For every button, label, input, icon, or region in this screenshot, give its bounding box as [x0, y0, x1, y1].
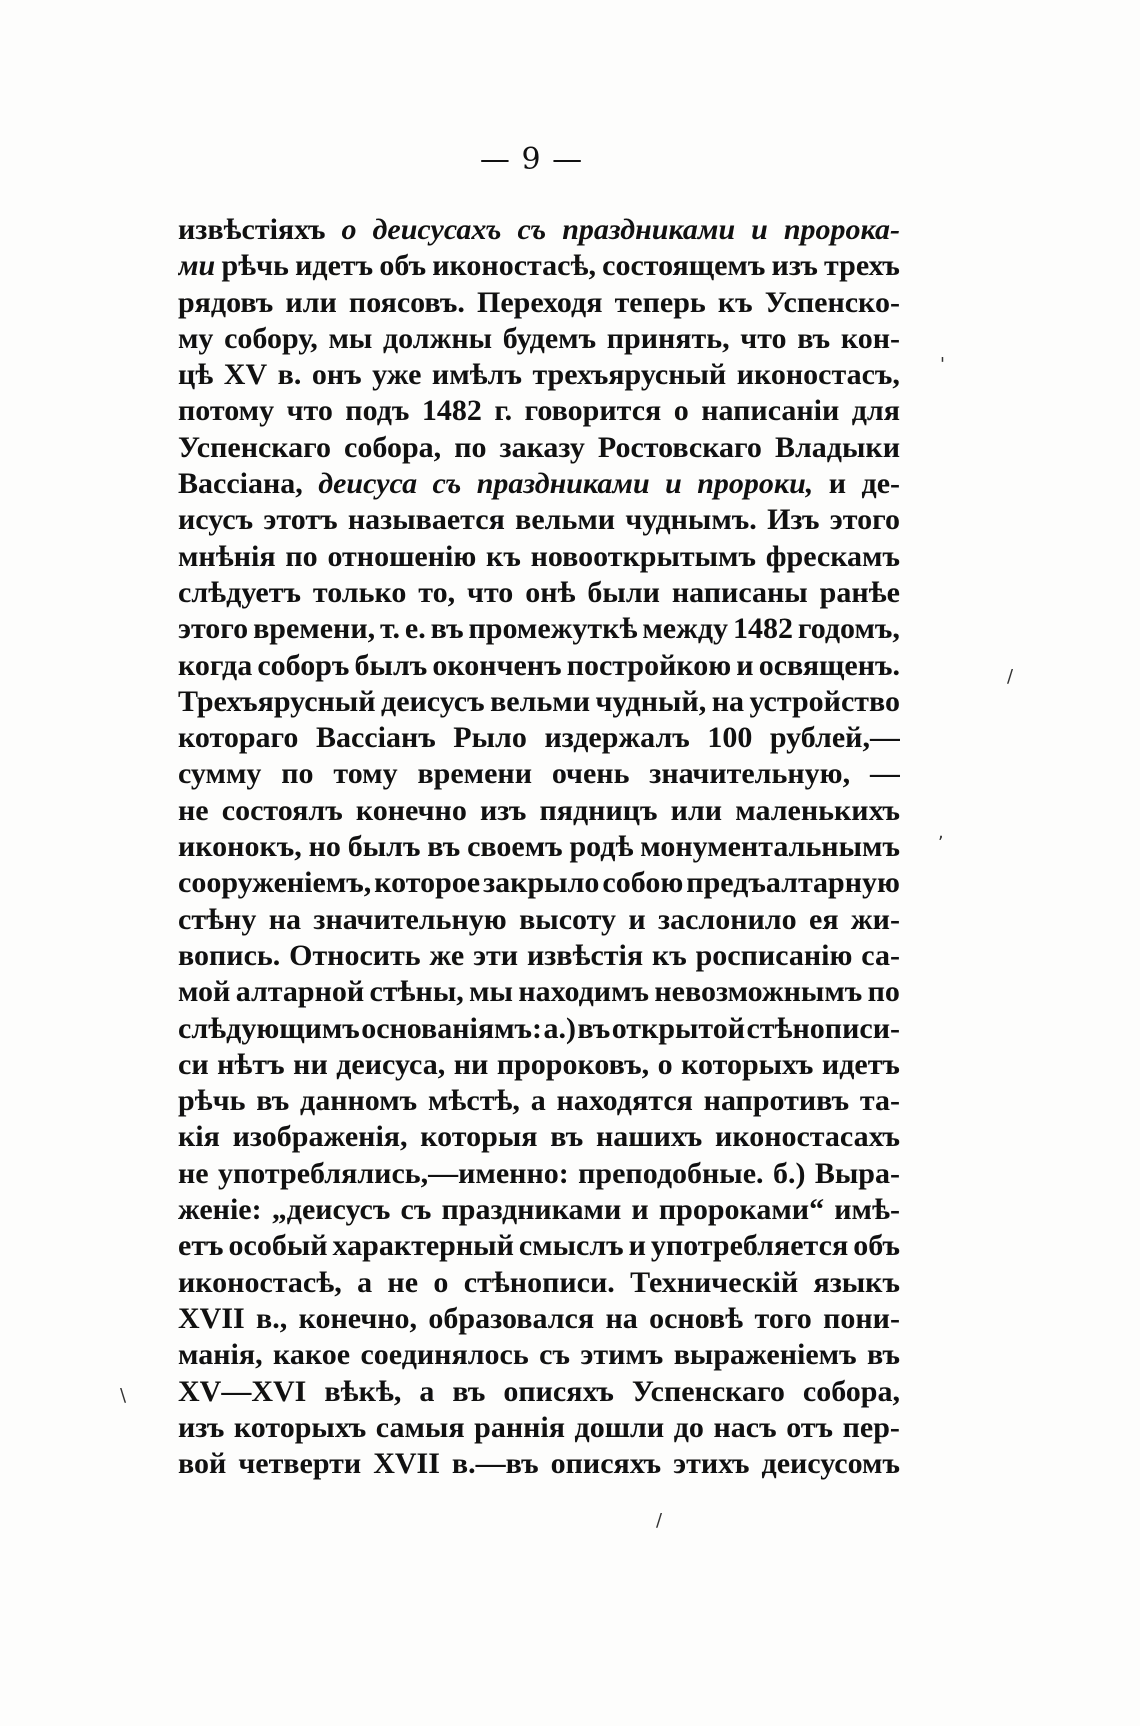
text-line — [178, 466, 900, 502]
word: маленькихъ — [735, 793, 900, 827]
word: и — [751, 213, 768, 246]
word: деисусахъ — [372, 213, 502, 246]
word: въ — [256, 1084, 290, 1118]
word: когда — [178, 648, 253, 682]
text-line — [178, 321, 900, 357]
word: очень — [551, 757, 630, 791]
word: характерный — [332, 1229, 514, 1263]
margin-mark: ' — [940, 354, 945, 375]
word: рядовъ — [178, 285, 274, 319]
word: значительную, — [649, 757, 851, 791]
word: состоящемъ — [602, 249, 766, 283]
word: нѣтъ — [217, 1047, 285, 1081]
word: раннія — [474, 1410, 565, 1444]
word: постройкою — [566, 648, 732, 682]
word: ея — [809, 902, 839, 936]
word: б.) — [772, 1156, 806, 1190]
word: — — [869, 757, 900, 791]
word: которое — [374, 866, 481, 900]
word: Вассіанъ — [315, 721, 436, 755]
word: онѣ — [525, 575, 576, 609]
word: слѣдуетъ — [178, 575, 301, 609]
text-line — [178, 1119, 900, 1155]
word: XV—XVI — [178, 1374, 307, 1408]
word: написаніи — [701, 394, 840, 428]
word: уже — [372, 358, 422, 392]
word: принять, — [606, 321, 730, 355]
text-line — [178, 1228, 900, 1264]
word: что — [467, 575, 514, 609]
word: трехъ — [824, 249, 900, 283]
word: что — [740, 321, 787, 355]
word: изъ — [178, 1410, 225, 1444]
word: самыя — [375, 1410, 465, 1444]
word: языкъ — [813, 1265, 900, 1299]
word: къ — [651, 938, 687, 972]
body-text — [178, 212, 900, 1482]
word: г. — [494, 394, 513, 428]
word: изъ — [771, 249, 818, 283]
word: новооткрытымъ — [530, 539, 756, 573]
word: по — [281, 757, 314, 791]
word: вельми — [490, 684, 591, 718]
text-line — [178, 1047, 900, 1083]
word: въ — [866, 1338, 900, 1372]
word: для — [851, 394, 900, 428]
word: чудный, — [595, 684, 707, 718]
word: конечно, — [298, 1301, 418, 1335]
word: сумму — [178, 757, 262, 791]
text-line — [178, 684, 900, 720]
word: данномъ — [300, 1084, 418, 1118]
word: и — [665, 467, 682, 501]
text-line — [178, 865, 900, 901]
word: отношенію — [327, 539, 477, 573]
word: XVII — [178, 1301, 245, 1335]
word: Вассіана, — [178, 467, 303, 501]
word: по — [285, 539, 318, 573]
word: рѣчь — [221, 249, 289, 283]
word: открытой — [611, 1011, 746, 1045]
word: „деисусъ — [271, 1193, 391, 1227]
word: Относить — [289, 938, 421, 972]
word: высоту — [519, 902, 616, 936]
word: о — [433, 1265, 449, 1299]
word: деисусомъ — [761, 1447, 900, 1481]
word: не — [178, 793, 209, 827]
word: та- — [859, 1084, 900, 1118]
word: вѣкѣ, — [324, 1374, 402, 1408]
word: которыхъ — [233, 1410, 367, 1444]
word: съ — [432, 467, 462, 501]
word: которыя — [420, 1120, 538, 1154]
text-line — [178, 1011, 900, 1047]
word: стѣны, — [369, 975, 464, 1009]
word: мѣстѣ, — [427, 1084, 520, 1118]
word: праздниками — [476, 467, 650, 501]
word: си — [178, 1047, 209, 1081]
word: трехъярусный — [532, 358, 727, 392]
word: должны — [382, 321, 493, 355]
word: устройство — [749, 684, 900, 718]
word: рублей,— — [769, 721, 900, 755]
word: оконченъ — [432, 648, 562, 682]
text-line — [178, 1374, 900, 1410]
word: а — [530, 1084, 546, 1118]
word: мы — [328, 321, 373, 355]
word: съ — [539, 1338, 570, 1372]
word: на — [605, 1301, 638, 1335]
word: что — [286, 394, 333, 428]
word: Успенскаго — [178, 430, 332, 464]
text-line — [178, 1265, 900, 1301]
word: основѣ — [649, 1301, 744, 1335]
word: соединялось — [360, 1338, 529, 1372]
word: нашихъ — [596, 1120, 703, 1154]
word: того — [754, 1301, 812, 1335]
word: былъ — [347, 830, 421, 864]
word: этотъ — [263, 503, 338, 537]
word: исусъ — [178, 503, 254, 537]
word: въ — [452, 1374, 486, 1408]
word: е. — [404, 612, 426, 646]
text-line — [178, 430, 900, 466]
word: пророками“ — [658, 1193, 825, 1227]
word: имѣ- — [834, 1193, 900, 1227]
word: этого — [178, 612, 249, 646]
word: но — [308, 830, 341, 864]
word: и — [736, 648, 754, 682]
word: въ — [550, 1120, 584, 1154]
text-line — [178, 756, 900, 792]
word: изъ — [479, 793, 527, 827]
word: Выра- — [814, 1156, 900, 1190]
word: употребляется — [650, 1229, 849, 1263]
margin-mark: \ — [120, 1385, 127, 1406]
word: 1482 — [421, 394, 482, 428]
word: то, — [418, 575, 456, 609]
word: къ — [717, 285, 753, 319]
word: и — [828, 467, 847, 501]
text-line — [178, 902, 900, 938]
word: значительную — [313, 902, 507, 936]
word: пророки, — [697, 467, 814, 501]
word: Успенскаго — [631, 1374, 785, 1408]
text-line — [178, 1083, 900, 1119]
word: о — [657, 1047, 673, 1081]
text-line — [178, 829, 900, 865]
text-line — [178, 648, 900, 684]
word: онъ — [311, 358, 362, 392]
word: монументальнымъ — [640, 830, 900, 864]
word: не — [387, 1265, 419, 1299]
word: а.) — [543, 1011, 576, 1045]
text-line — [178, 212, 900, 248]
word: мы — [469, 975, 513, 1009]
word: выраженіемъ — [673, 1338, 857, 1372]
word: этихъ — [673, 1447, 750, 1481]
word: иконостасъ, — [736, 358, 900, 392]
page-number: — 9 — — [479, 142, 584, 177]
word: образовался — [428, 1301, 595, 1335]
word: де- — [861, 467, 900, 501]
word: особый — [228, 1229, 328, 1263]
word: рѣчь — [178, 1084, 246, 1118]
word: смыслъ — [518, 1229, 624, 1263]
word: были — [587, 575, 660, 609]
word: мнѣнія — [178, 539, 276, 573]
word: преподобные. — [578, 1156, 764, 1190]
word: ни — [293, 1047, 328, 1081]
word: отъ — [786, 1410, 834, 1444]
word: пророковъ, — [496, 1047, 650, 1081]
word: чуднымъ. — [625, 503, 757, 537]
word: стѣнописи. — [463, 1265, 615, 1299]
margin-mark: / — [1007, 666, 1014, 687]
word: заказу — [499, 430, 585, 464]
word: употреблялись,—именно: — [218, 1156, 569, 1190]
word: поясовъ. — [348, 285, 465, 319]
word: Ростовскаго — [597, 430, 762, 464]
text-line — [178, 1192, 900, 1228]
word: пер- — [842, 1410, 900, 1444]
word: т. — [380, 612, 401, 646]
word: в. — [277, 358, 302, 392]
word: извѣстія — [526, 938, 644, 972]
word: изображенія, — [232, 1120, 408, 1154]
word: только — [312, 575, 407, 609]
word: в., — [256, 1301, 288, 1335]
text-line — [178, 793, 900, 829]
word: са- — [861, 938, 900, 972]
word: кія — [178, 1120, 220, 1154]
word: иконостасѣ, — [178, 1265, 342, 1299]
word: будемъ — [502, 321, 597, 355]
word: Успенско- — [764, 285, 900, 319]
word: росписанію — [695, 938, 853, 972]
word: этого — [829, 503, 900, 537]
text-line — [178, 720, 900, 756]
word: дошли — [574, 1410, 665, 1444]
word: мой — [178, 975, 231, 1009]
word: съ — [400, 1193, 432, 1227]
word: етъ — [178, 1229, 224, 1263]
text-line — [178, 575, 900, 611]
word: извѣстіяхъ — [178, 213, 326, 246]
word: пядницъ — [539, 793, 658, 827]
text-line — [178, 1446, 900, 1482]
word: а — [357, 1265, 373, 1299]
word: годомъ, — [797, 612, 900, 646]
word: имѣлъ — [431, 358, 522, 392]
word: деисуса, — [336, 1047, 446, 1081]
text-line — [178, 357, 900, 393]
text-line — [178, 974, 900, 1010]
word: описяхъ — [503, 1374, 614, 1408]
word: на — [711, 684, 744, 718]
word: XVII — [373, 1447, 440, 1481]
word: ни — [453, 1047, 489, 1081]
word: и — [631, 1193, 649, 1227]
word: фрескамъ — [765, 539, 900, 573]
text-line — [178, 1301, 900, 1337]
word: му — [178, 321, 214, 355]
word: праздниками — [562, 213, 736, 246]
word: которыхъ — [681, 1047, 814, 1081]
word: состоялъ — [221, 793, 343, 827]
word: времени, — [253, 612, 376, 646]
word: в.—въ — [451, 1447, 539, 1481]
text-line — [178, 285, 900, 321]
word: четверти — [238, 1447, 362, 1481]
word: собору, — [224, 321, 318, 355]
word: промежуткѣ — [468, 612, 638, 646]
word: написаны — [671, 575, 808, 609]
word: съ — [517, 213, 547, 246]
word: собора, — [344, 430, 442, 464]
word: о — [341, 213, 357, 246]
text-line — [178, 393, 900, 429]
word: времени — [417, 757, 532, 791]
word: соборъ — [257, 648, 350, 682]
word: слѣдующимъ — [178, 1011, 360, 1045]
word: какое — [273, 1338, 351, 1372]
text-line — [178, 539, 900, 575]
word: находятся — [556, 1084, 693, 1118]
word: напротивъ — [703, 1084, 850, 1118]
word: родѣ — [569, 830, 634, 864]
word: деисуса — [318, 467, 418, 501]
word: объ — [379, 249, 427, 283]
word: манія, — [178, 1338, 263, 1372]
word: идетъ — [295, 249, 374, 283]
word: объ — [853, 1229, 900, 1263]
word: предъалтарную — [686, 866, 900, 900]
word: теперь — [614, 285, 706, 319]
word: же — [429, 938, 465, 972]
word: стѣнописи- — [746, 1011, 900, 1045]
word: въ — [430, 612, 464, 646]
word: въ — [577, 1011, 611, 1045]
word: къ — [486, 539, 521, 573]
word: невозможнымъ — [654, 975, 863, 1009]
word: былъ — [354, 648, 428, 682]
word: алтарной — [235, 975, 365, 1009]
word: потому — [178, 394, 275, 428]
word: 100 — [707, 721, 753, 755]
word: ранѣе — [819, 575, 900, 609]
word: вельми — [515, 503, 616, 537]
word: не — [178, 1156, 209, 1190]
word: пророка- — [783, 213, 900, 246]
word: называется — [347, 503, 505, 537]
word: XV — [223, 358, 268, 392]
text-line — [178, 248, 900, 284]
word: эти — [473, 938, 519, 972]
word: до — [673, 1410, 704, 1444]
text-line — [178, 938, 900, 974]
word: сооруженіемъ, — [178, 866, 372, 900]
word: говорится — [524, 394, 662, 428]
word: деисусъ — [381, 684, 485, 718]
word: этимъ — [580, 1338, 664, 1372]
word: а — [419, 1374, 435, 1408]
word: описяхъ — [550, 1447, 662, 1481]
word: или — [670, 793, 723, 827]
word: Рыло — [453, 721, 527, 755]
word: своемъ — [467, 830, 563, 864]
margin-mark: / — [656, 1510, 663, 1531]
word: иконокъ, — [178, 830, 302, 864]
word: ми — [178, 249, 216, 283]
word: 1482 — [732, 612, 793, 646]
word: по — [454, 430, 487, 464]
word: иконостасахъ — [715, 1120, 900, 1154]
word: Переходя — [477, 285, 603, 319]
word: освященъ. — [758, 648, 900, 682]
word: собою — [602, 866, 684, 900]
word: Изъ — [767, 503, 820, 537]
word: по — [867, 975, 900, 1009]
word: стѣну — [178, 902, 257, 936]
word: о — [673, 394, 689, 428]
word: Владыки — [774, 430, 900, 464]
word: издержалъ — [544, 721, 690, 755]
word: заслонило — [658, 902, 797, 936]
word: основаніямъ: — [361, 1011, 543, 1045]
word: на — [268, 902, 302, 936]
text-line — [178, 502, 900, 538]
word: конечно — [355, 793, 467, 827]
word: закрыло — [483, 866, 600, 900]
word: въ — [797, 321, 831, 355]
word: тому — [333, 757, 398, 791]
word: между — [642, 612, 729, 646]
word: пони- — [823, 1301, 900, 1335]
text-line — [178, 1410, 900, 1446]
margin-mark: , — [938, 822, 944, 843]
text-line — [178, 1156, 900, 1192]
word: вой — [178, 1447, 227, 1481]
text-line — [178, 611, 900, 647]
word: и — [628, 902, 646, 936]
word: вопись. — [178, 938, 281, 972]
word: котораго — [178, 721, 299, 755]
word: Трехъярусный — [178, 684, 376, 718]
word: кон- — [840, 321, 900, 355]
word: женіе: — [178, 1193, 262, 1227]
word: цѣ — [178, 358, 214, 392]
word: и — [628, 1229, 646, 1263]
word: находимъ — [518, 975, 650, 1009]
word: или — [285, 285, 337, 319]
word: въ — [427, 830, 461, 864]
text-line — [178, 1337, 900, 1373]
word: иконостасѣ, — [432, 249, 596, 283]
word: праздниками — [441, 1193, 622, 1227]
word: Техническій — [630, 1265, 799, 1299]
word: жи- — [850, 902, 900, 936]
word: идетъ — [821, 1047, 900, 1081]
word: собора, — [802, 1374, 900, 1408]
word: подъ — [345, 394, 410, 428]
word: насъ — [713, 1410, 777, 1444]
